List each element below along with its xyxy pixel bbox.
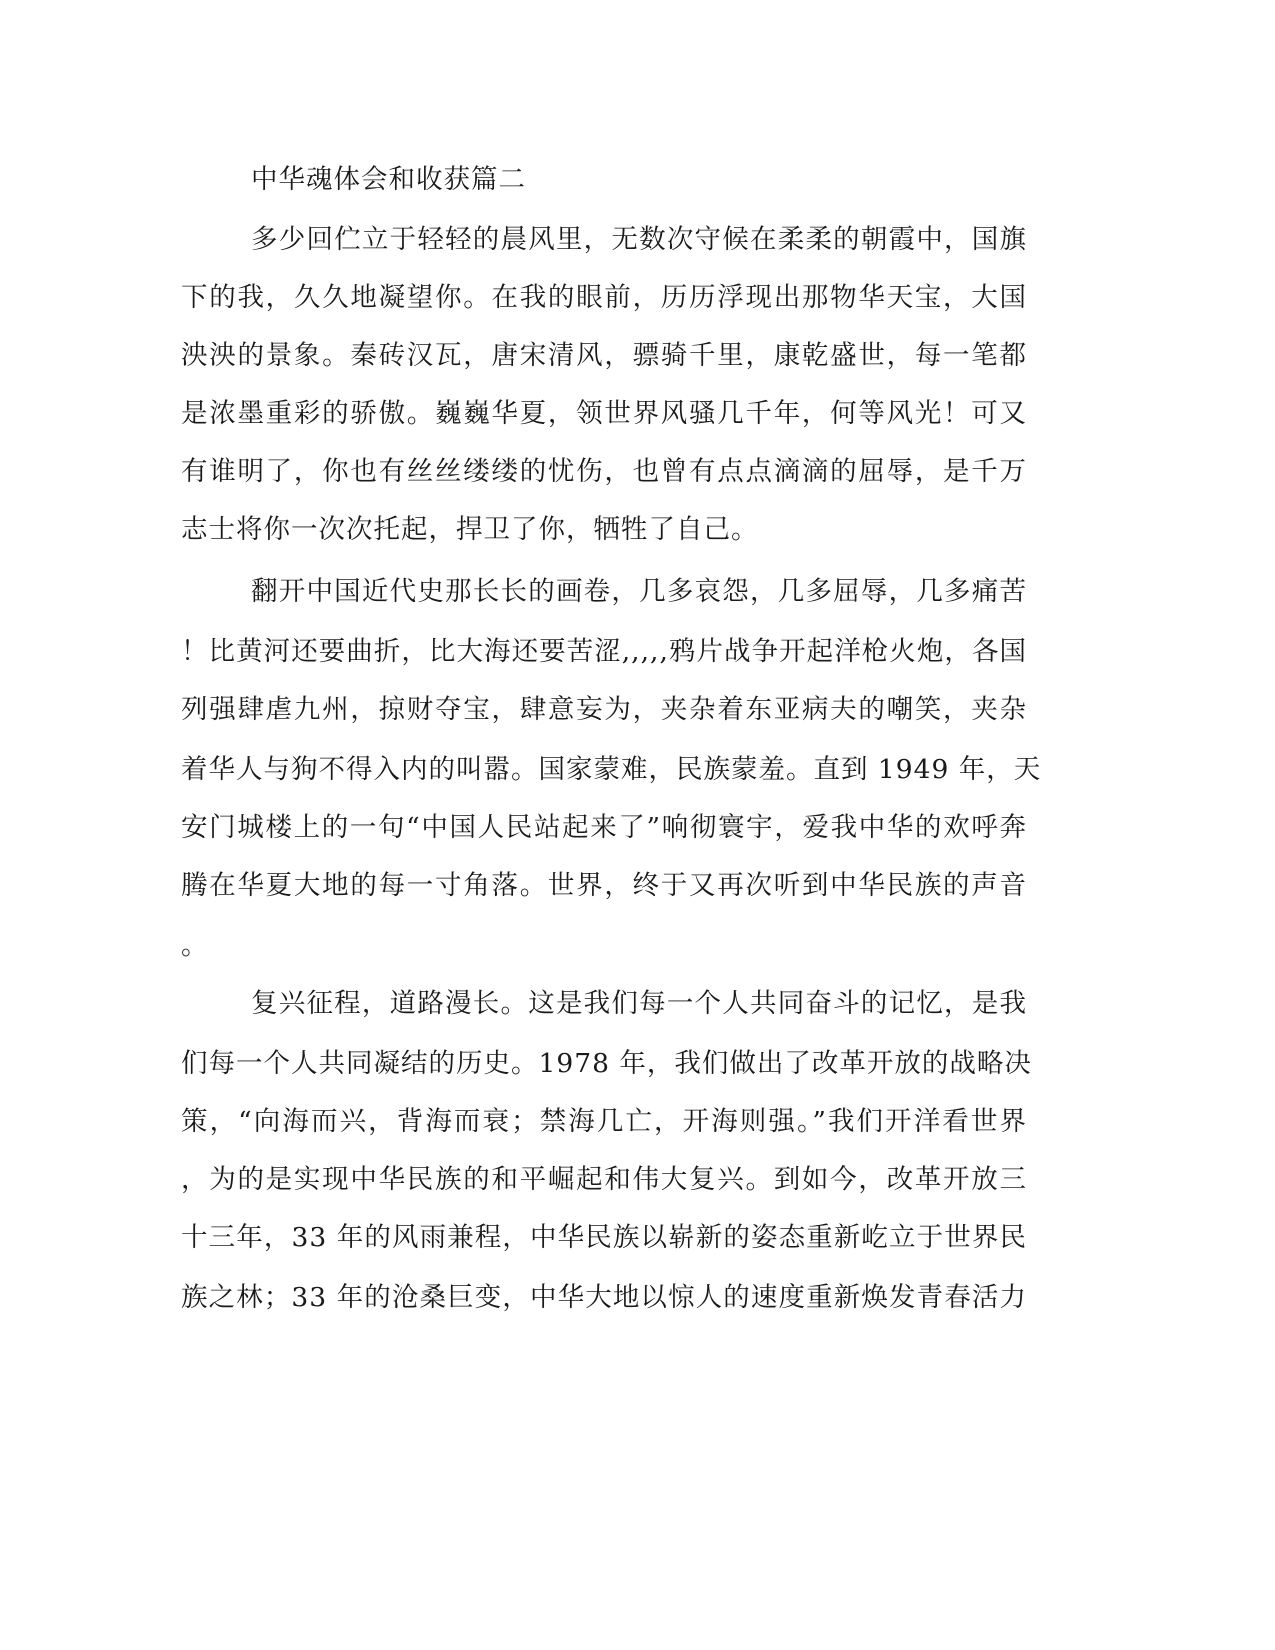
- paragraph-line: 列强肆虐九州，掠财夺宝，肆意妄为，夹杂着东亚病夫的嘲笑，夹杂: [181, 694, 1027, 725]
- paragraph-line: 安门城楼上的一句“中国人民站起来了”响彻寰宇，爱我中华的欢呼奔: [181, 812, 1027, 843]
- paragraph-line: 泱泱的景象。秦砖汉瓦，唐宋清风，骠骑千里，康乾盛世，每一笔都: [181, 340, 1027, 371]
- paragraph-line: 着华人与狗不得入内的叫嚣。国家蒙难，民族蒙羞。直到 1949 年，天: [181, 754, 1042, 785]
- paragraph-line: ！比黄河还要曲折，比大海还要苦涩,,,,,鸦片战争开起洋枪火炮，各国: [181, 636, 1027, 667]
- paragraph-line: 。: [181, 930, 209, 961]
- paragraph-line: 多少回伫立于轻轻的晨风里，无数次守候在柔柔的朝霞中，国旗: [251, 224, 1027, 255]
- paragraph-line: 们每一个人共同凝结的历史。1978 年，我们做出了改革开放的战略决: [181, 1048, 1032, 1079]
- paragraph-line: 是浓墨重彩的骄傲。巍巍华夏，领世界风骚几千年，何等风光！可又: [181, 398, 1027, 429]
- paragraph-line: 族之林；33 年的沧桑巨变，中华大地以惊人的速度重新焕发青春活力: [181, 1282, 1027, 1313]
- paragraph-line: 志士将你一次次托起，捍卫了你，牺牲了自己。: [181, 514, 759, 545]
- paragraph-line: 腾在华夏大地的每一寸角落。世界，终于又再次听到中华民族的声音: [181, 870, 1027, 901]
- paragraph-line: 下的我，久久地凝望你。在我的眼前，历历浮现出那物华天宝，大国: [181, 282, 1027, 313]
- paragraph-line: 复兴征程，道路漫长。这是我们每一个人共同奋斗的记忆，是我: [251, 988, 1027, 1019]
- paragraph-line: 十三年，33 年的风雨兼程，中华民族以崭新的姿态重新屹立于世界民: [181, 1222, 1027, 1253]
- paragraph-line: ，为的是实现中华民族的和平崛起和伟大复兴。到如今，改革开放三: [181, 1164, 1027, 1195]
- document-title: 中华魂体会和收获篇二: [251, 164, 526, 195]
- paragraph-line: 翻开中国近代史那长长的画卷，几多哀怨，几多屈辱，几多痛苦: [251, 576, 1027, 607]
- paragraph-line: 策，“向海而兴，背海而衰；禁海几亡，开海则强。”我们开洋看世界: [181, 1106, 1027, 1137]
- paragraph-line: 有谁明了，你也有丝丝缕缕的忧伤，也曾有点点滴滴的屈辱，是千万: [181, 456, 1027, 487]
